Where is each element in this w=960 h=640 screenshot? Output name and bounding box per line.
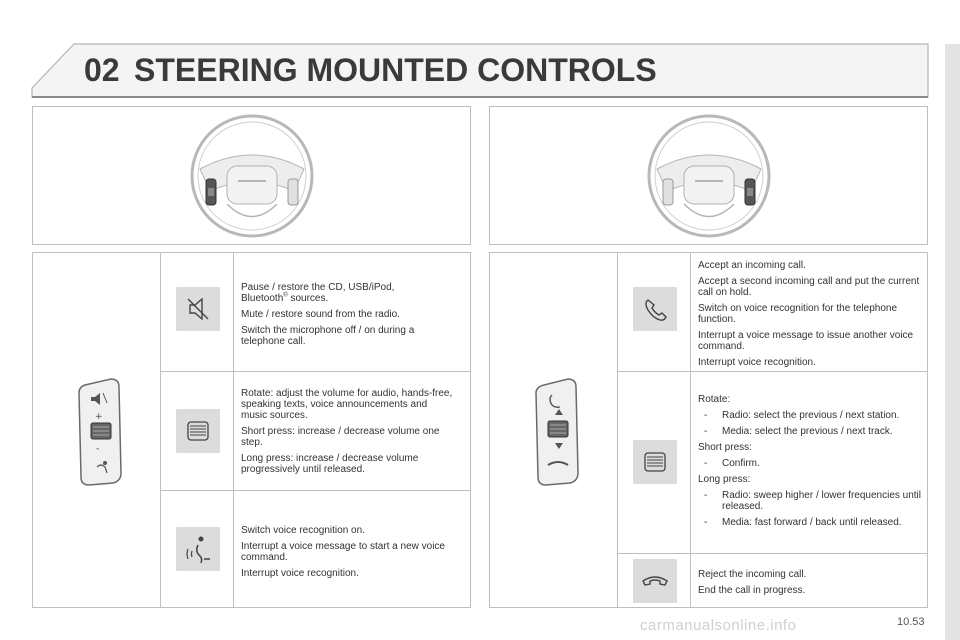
svg-text:-: - (96, 444, 100, 454)
list-dash: - (704, 517, 708, 528)
list-item (698, 426, 923, 437)
steering-wheel-right-highlight-icon (639, 111, 779, 241)
desc-line: Reject the incoming call. (698, 569, 807, 580)
row-divider (617, 553, 928, 554)
desc-line: sources. (290, 293, 329, 304)
desc-line: Bluetooth (241, 293, 284, 304)
desc-line: Rotate: (698, 394, 731, 405)
desc-line: Interrupt a voice message to start a new voice command. (241, 541, 445, 563)
desc-line: Media: select the previous / next track. (722, 426, 893, 437)
list-dash: - (704, 426, 708, 437)
desc-line: Interrupt a voice message to issue another voice command. (698, 330, 914, 352)
left-row-3-description (241, 525, 456, 584)
page-header (0, 0, 960, 105)
desc-line: End the call in progress. (698, 585, 806, 596)
desc-line: Switch voice recognition on. (241, 525, 365, 536)
list-item (698, 517, 923, 528)
thumbwheel-button-icon (176, 409, 220, 453)
list-dash: - (704, 490, 708, 501)
desc-line: Rotate: adjust the volume for audio, hands-free, speaking texts, voice announcements and music sources. (241, 388, 453, 421)
right-steering-wheel-panel (489, 106, 928, 245)
left-row-1-description (241, 282, 456, 352)
left-control-cluster-icon (71, 377, 131, 487)
right-row-1-description (698, 260, 923, 373)
voice-command-button-icon (176, 527, 220, 571)
steering-wheel-left-highlight-icon (182, 111, 322, 241)
side-bar (945, 44, 960, 640)
registered-trademark: ® (283, 292, 288, 299)
page-number: 10.53 (897, 616, 925, 628)
row-divider (160, 371, 471, 372)
row-divider (160, 490, 471, 491)
svg-text:+: + (95, 412, 103, 422)
desc-line: Accept a second incoming call and put the current call on hold. (698, 276, 920, 298)
desc-line: Interrupt voice recognition. (241, 568, 359, 579)
watermark: carmanualsonline.info (640, 617, 797, 634)
right-controls-table (489, 252, 928, 608)
right-control-cluster-icon (528, 377, 588, 487)
phone-reject-button-icon (633, 559, 677, 603)
mute-button-icon (176, 287, 220, 331)
right-control-cluster-cell (490, 253, 618, 607)
phone-accept-button-icon (633, 287, 677, 331)
desc-line: Confirm. (722, 458, 760, 469)
list-item (698, 458, 923, 469)
chapter-number: 02 (84, 52, 120, 88)
desc-line: Media: fast forward / back until released. (722, 517, 902, 528)
desc-line: Mute / restore sound from the radio. (241, 309, 400, 320)
list-item (698, 490, 923, 512)
left-row-2-description (241, 388, 456, 480)
left-controls-table (32, 252, 471, 608)
desc-line: Pause / restore the CD, USB/iPod, (241, 282, 395, 293)
list-dash: - (704, 410, 708, 421)
left-steering-wheel-panel (32, 106, 471, 245)
desc-line: Radio: select the previous / next station. (722, 410, 900, 421)
desc-line: Radio: sweep higher / lower frequencies until released. (722, 490, 921, 512)
list-item (698, 410, 923, 421)
list-dash: - (704, 458, 708, 469)
right-row-3-description (698, 569, 923, 601)
desc-line: Accept an incoming call. (698, 260, 806, 271)
desc-line: Switch on voice recognition for the telephone function. (698, 303, 898, 325)
page-title: STEERING MOUNTED CONTROLS (134, 52, 657, 88)
desc-line: Long press: increase / decrease volume progressively until released. (241, 453, 419, 475)
desc-line: Interrupt voice recognition. (698, 357, 816, 368)
left-control-cluster-cell (33, 253, 161, 607)
desc-line: Short press: (698, 442, 752, 453)
desc-line: Short press: increase / decrease volume one step. (241, 426, 440, 448)
right-row-2-description (698, 394, 923, 533)
desc-line: Long press: (698, 474, 751, 485)
desc-line: Switch the microphone off / on during a telephone call. (241, 325, 415, 347)
thumbwheel-button-icon (633, 440, 677, 484)
